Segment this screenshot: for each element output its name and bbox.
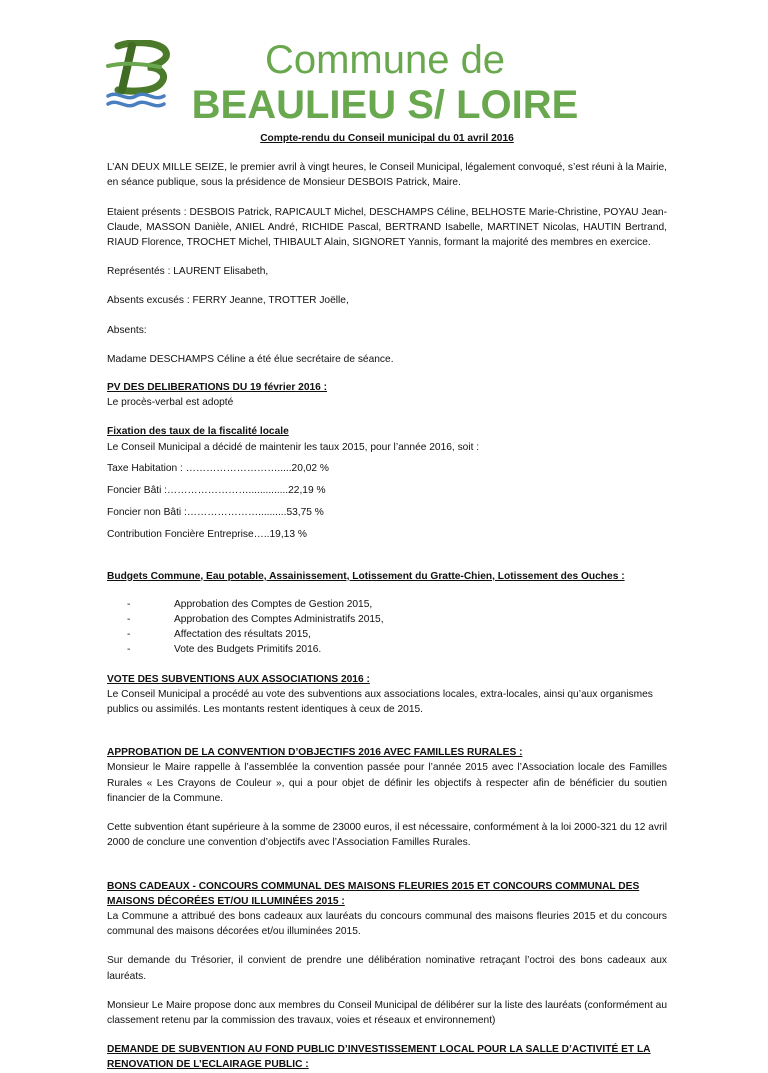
fiscalite-heading: Fixation des taux de la fiscalité locale (107, 426, 289, 438)
represented-line: Représentés : LAURENT Elisabeth, (107, 266, 269, 278)
list-item: - Approbation des Comptes Administratifs 2015, (127, 612, 667, 627)
convention-text-2: Cette subvention étant supérieure à la somme de 23000 euros, il est nécessaire, conformément à la loi 2000-321 du 12 avril 2000 de conclure une convention d’objectifs avec l’Association Familles Rurales. (107, 822, 667, 849)
document-body (107, 131, 667, 1073)
presents-paragraph: Etaient présents : DESBOIS Patrick, RAPICAULT Michel, DESCHAMPS Céline, BELHOSTE Marie-Christine, POYAU Jean-Claude, MASSON Danièle, ANIEL André, RICHIDE Pascal, BERTRAND Isabelle, MARTINET Nicolas, HAUTIN Bertrand, RIAUD Florence, TROCHET Michel, THIBAULT Alain, SIGNORET Yannis, formant la majorité des membres en exercice. (107, 206, 667, 249)
document-title: Compte-rendu du Conseil municipal du 01 avril 2016 (260, 133, 514, 144)
list-item: - Vote des Budgets Primitifs 2016. (127, 642, 667, 657)
pv-heading: PV DES DELIBERATIONS DU 19 février 2016 : (107, 382, 328, 394)
excused-line: Absents excusés : FERRY Jeanne, TROTTER Joëlle, (107, 295, 349, 307)
subventions-heading: VOTE DES SUBVENTIONS AUX ASSOCIATIONS 2016 : (107, 673, 370, 685)
rate-line: Taxe Habitation : ……………………….....20,02 % (107, 462, 329, 474)
intro-paragraph: L’AN DEUX MILLE SEIZE, le premier avril à vingt heures, le Conseil Municipal, légalement convoqué, s’est réuni à la Mairie, en séance publique, sous la présidence de Monsieur DESBOIS Patrick, Maire. (107, 162, 667, 189)
absent-line: Absents: (107, 324, 147, 336)
fonds-heading: DEMANDE DE SUBVENTION AU FOND PUBLIC D’INVESTISSEMENT LOCAL POUR LA SALLE D’ACTIVITÉ ET LA RENOVATION DE L’ECLAIRAGE PUBLIC : (107, 1044, 651, 1071)
fiscalite-text: Le Conseil Municipal a décidé de maintenir les taux 2015, pour l’année 2016, soit : (107, 441, 480, 453)
bons-text-2: Sur demande du Trésorier, il convient de prendre une délibération nominative retraçant l’octroi des bons cadeaux aux lauréats. (107, 955, 667, 982)
budgets-heading: Budgets Commune, Eau potable, Assainissement, Lotissement du Gratte-Chien, Lotissement des Ouches : (107, 570, 625, 582)
header-commune-de: Commune de (264, 38, 506, 82)
budgets-list (107, 597, 667, 658)
bons-text-3: Monsieur Le Maire propose donc aux membres du Conseil Municipal de délibérer sur la liste des lauréats (conformément au classement retenu par la commission des travaux, voies et réseaux et environnement) (107, 999, 667, 1026)
rate-line: Contribution Foncière Entreprise…..19,13 % (107, 529, 307, 541)
subventions-text: Le Conseil Municipal a procédé au vote des subventions aux associations locales, extra-locales, ainsi qu’aux organismes publics ou assimilés. Les montants restent identiques à ceux de 2015. (107, 688, 653, 716)
list-item: - Approbation des Comptes de Gestion 2015, (127, 597, 667, 612)
list-item: - Affectation des résultats 2015, (127, 627, 667, 642)
convention-heading: APPROBATION DE LA CONVENTION D’OBJECTIFS 2016 AVEC FAMILLES RURALES : (107, 747, 523, 759)
secretary-line: Madame DESCHAMPS Céline a été élue secrétaire de séance. (107, 353, 394, 365)
bons-heading: BONS CADEAUX - CONCOURS COMMUNAL DES MAISONS FLEURIES 2015 ET CONCOURS COMMUNAL DES MAISONS DÉCORÉES ET/OU ILLUMINÉES 2015 : (107, 880, 640, 907)
header-commune-name: BEAULIEU S/ LOIRE (191, 83, 579, 127)
convention-text-1: Monsieur le Maire rappelle à l’assemblée la convention passée pour l’année 2015 avec l’Association locale des Familles Rurales « Les Crayons de Couleur », qui a pour objet de définir les objectifs à respecter afin de bénéficier du soutien financier de la Commune. (107, 762, 667, 804)
pv-text: Le procès-verbal est adopté (107, 397, 234, 409)
bons-text-1: La Commune a attribué des bons cadeaux aux lauréats du concours communal des maisons fleuries 2015 et du concours communal des maisons décorées et/ou illuminées 2015. (107, 910, 667, 938)
rate-line: Foncier Bâti :……………………..............22,19 % (107, 485, 326, 497)
commune-logo-icon (104, 40, 184, 112)
rate-line: Foncier non Bâti :…………………..........53,75 % (107, 507, 324, 519)
